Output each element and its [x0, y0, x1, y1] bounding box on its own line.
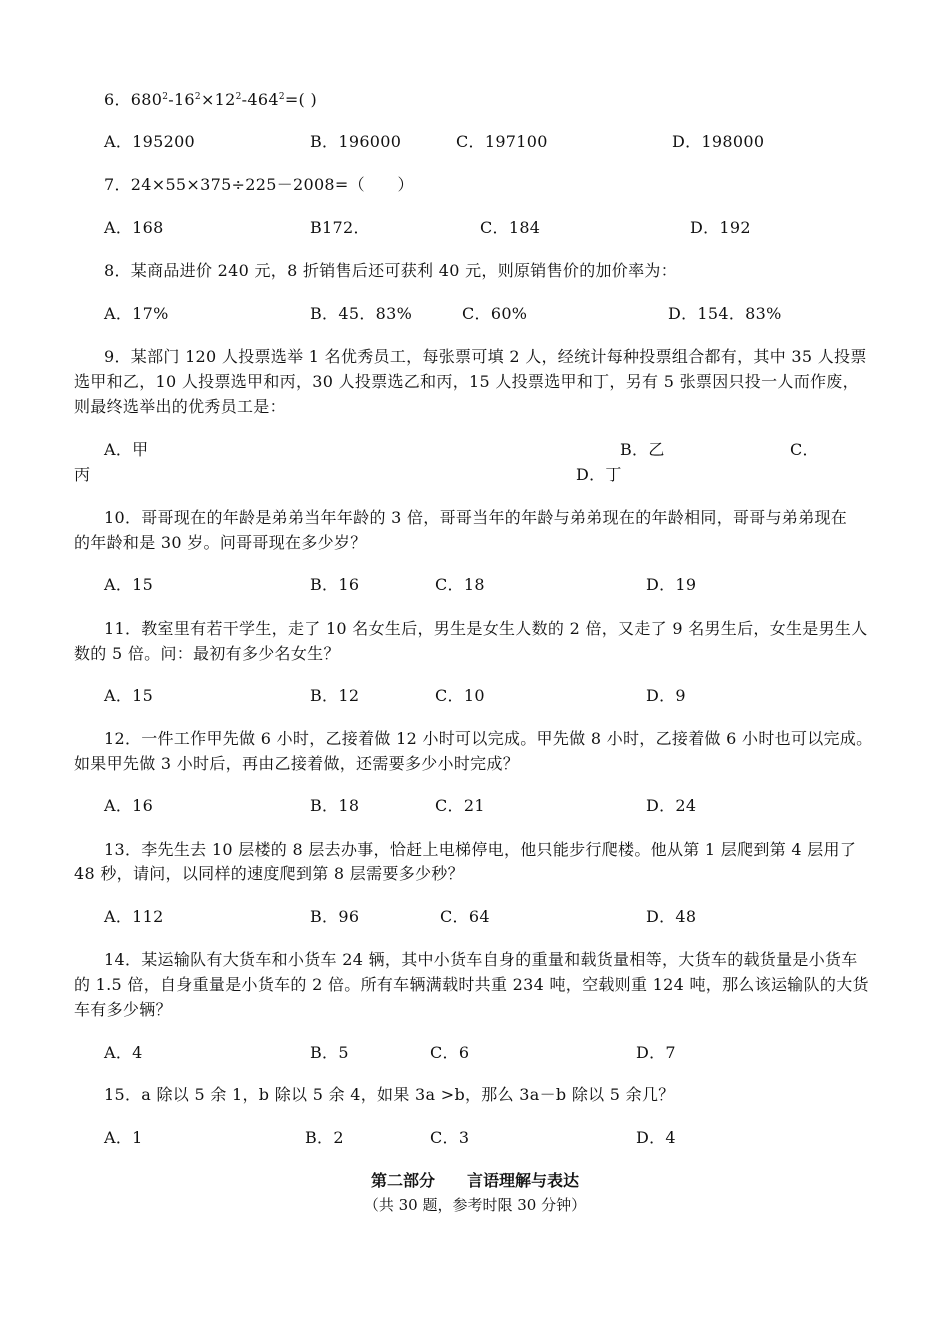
question-12-option-b: B．18	[310, 796, 360, 815]
question-14-stem-line-2: 的 1.5 倍，自身重量是小货车的 2 倍。所有车辆满载时共重 234 吨，空载则重 124 吨，那么该运输队的大货	[74, 975, 869, 994]
question-7-option-b: B172．	[310, 218, 370, 237]
question-11-stem-line-2: 数的 5 倍。问：最初有多少名女生？	[74, 644, 340, 663]
section-subtitle: （共 30 题，参考时限 30 分钟）	[363, 1196, 587, 1214]
question-9-stem-line-1: 9．某部门 120 人投票选举 1 名优秀员工，每张票可填 2 人，经统计每种投票组合都有，其中 35 人投票	[104, 347, 867, 366]
question-6-option-a: A．195200	[104, 132, 196, 151]
question-14-option-c: C．6	[430, 1043, 470, 1062]
question-12-option-c: C．21	[435, 796, 485, 815]
question-12-stem-line-1: 12．一件工作甲先做 6 小时，乙接着做 12 小时可以完成。甲先做 8 小时，乙接着做 6 小时也可以完成。	[104, 729, 873, 748]
question-13-stem-line-2: 48 秒，请问，以同样的速度爬到第 8 层需要多少秒？	[74, 864, 464, 883]
question-15-option-c: C．3	[430, 1128, 470, 1147]
question-13-option-c: C．64	[440, 907, 490, 926]
question-9-option-b: B．乙	[620, 440, 665, 459]
question-14-option-b: B．5	[310, 1043, 349, 1062]
question-13-stem-line-1: 13．李先生去 10 层楼的 8 层去办事，恰赶上电梯停电，他只能步行爬楼。他从第 1 层爬到第 4 层用了	[104, 840, 857, 859]
question-14-option-d: D．7	[636, 1043, 676, 1062]
question-10-stem-line-1: 10．哥哥现在的年龄是弟弟当年年龄的 3 倍，哥哥当年的年龄与弟弟现在的年龄相同，哥哥与弟弟现在	[104, 508, 848, 527]
question-9-option-c-text: 丙	[74, 465, 91, 484]
question-10-option-d: D．19	[646, 575, 697, 594]
question-7-option-d: D．192	[690, 218, 751, 237]
question-15-option-b: B．2	[305, 1128, 344, 1147]
question-8-option-d: D．154．83%	[668, 304, 782, 323]
question-9-option-d: D．丁	[576, 465, 622, 484]
question-9-stem-line-2: 选甲和乙，10 人投票选甲和丙，30 人投票选乙和丙，15 人投票选甲和丁，另有 5 张票因只投一人而作废，	[74, 372, 859, 391]
question-15-option-d: D．4	[636, 1128, 676, 1147]
question-10-option-c: C．18	[435, 575, 485, 594]
question-11-stem-line-1: 11．教室里有若干学生，走了 10 名女生后，男生是女生人数的 2 倍，又走了 9 名男生后，女生是男生人	[104, 619, 868, 638]
question-8-option-b: B．45．83%	[310, 304, 413, 323]
question-6-option-c: C．197100	[456, 132, 548, 151]
question-7-option-c: C．184	[480, 218, 541, 237]
question-7-stem: 7．24×55×375÷225－2008=（ ）	[104, 175, 414, 194]
question-10-option-b: B．16	[310, 575, 360, 594]
question-8-option-c: C．60%	[462, 304, 528, 323]
question-6-option-b: B．196000	[310, 132, 402, 151]
question-13-option-a: A．112	[104, 907, 164, 926]
question-9-stem-line-3: 则最终选举出的优秀员工是：	[74, 397, 286, 416]
question-8-option-a: A．17%	[104, 304, 169, 323]
section-title: 第二部分 言语理解与表达	[370, 1171, 579, 1190]
question-8-stem: 8．某商品进价 240 元，8 折销售后还可获利 40 元，则原销售价的加价率为：	[104, 261, 677, 280]
question-14-stem-line-1: 14．某运输队有大货车和小货车 24 辆，其中小货车自身的重量和载货量相等，大货车的载货量是小货车	[104, 950, 858, 969]
question-12-stem-line-2: 如果甲先做 3 小时后，再由乙接着做，还需要多少小时完成？	[74, 754, 520, 773]
question-13-option-d: D．48	[646, 907, 697, 926]
question-15-stem: 15．a 除以 5 余 1，b 除以 5 余 4，如果 3a >b，那么 3a－b 除以 5 余几？	[104, 1085, 675, 1104]
question-6-stem: 6．$680^2-16^2\times 12^2-464^2=$( )	[104, 90, 318, 109]
question-9-option-a: A．甲	[104, 440, 149, 459]
question-7-option-a: A．168	[104, 218, 164, 237]
question-9-option-c: C．	[790, 440, 819, 459]
question-10-option-a: A．15	[104, 575, 154, 594]
question-11-option-c: C．10	[435, 686, 485, 705]
question-6-option-d: D．198000	[672, 132, 765, 151]
question-11-option-d: D．9	[646, 686, 686, 705]
question-14-stem-line-3: 车有多少辆？	[74, 1000, 172, 1019]
question-10-stem-line-2: 的年龄和是 30 岁。问哥哥现在多少岁？	[74, 533, 367, 552]
question-11-option-b: B．12	[310, 686, 360, 705]
question-12-option-a: A．16	[104, 796, 154, 815]
question-12-option-d: D．24	[646, 796, 697, 815]
question-14-option-a: A．4	[104, 1043, 143, 1062]
question-15-option-a: A．1	[104, 1128, 143, 1147]
question-11-option-a: A．15	[104, 686, 154, 705]
question-13-option-b: B．96	[310, 907, 360, 926]
